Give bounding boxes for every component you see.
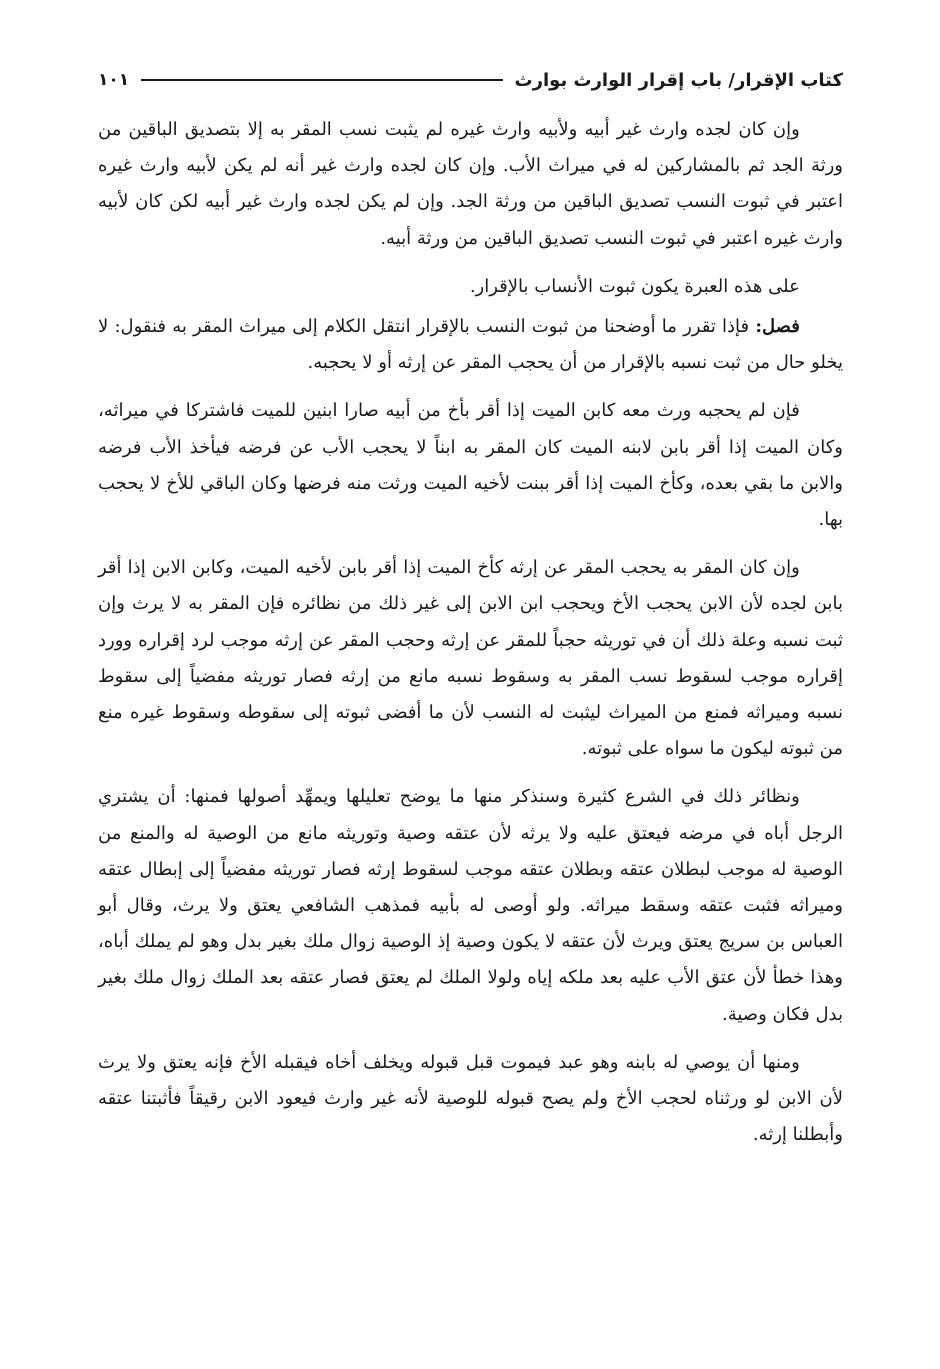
paragraph: ومنها أن يوصي له بابنه وهو عبد فيموت قبل قبوله ويخلف أخاه فيقبله الأخ فإنه يعتق ولا يرث لأن الابن لو ورثناه لحجب الأخ ولم يصح قبوله للوصية لأنه غير وارث فيعود الابن رقيقاً فأثبتنا عتقه وأبطلنا إرثه. <box>98 1051 843 1146</box>
paragraph <box>98 309 843 381</box>
header-rule <box>141 79 502 81</box>
section-lead: فصل: <box>755 316 800 338</box>
paragraph: وإن كان لجده وارث غير أبيه ولأبيه وارث غيره لم يثبت نسب المقر به إلا بتصديق الباقين من ورثة الجد ثم بالمشاركين له في ميراث الأب. وإن كان لجده وارث غير أنه لم يكن لأبيه وارث غيره اعتبر في ثبوت النسب تصديق الباقين من ورثة الجد. وإن لم يكن لجده وارث غير أبيه لكن كان لأبيه وارث غيره اعتبر في ثبوت النسب تصديق الباقين من ورثة أبيه. <box>98 119 844 249</box>
running-header <box>98 60 843 100</box>
body-text <box>98 112 843 1153</box>
paragraph: وإن كان المقر به يحجب المقر عن إرثه كأخ الميت إذا أقر بابن لأخيه الميت، وكابن الابن إذا أقر بابن لجده لأن الابن يحجب الأخ ويحجب ابن الابن إلى غير ذلك من نظائره فإن المقر به لا يرث وإن ثبت نسبه وعلة ذلك أن في توريثه حجباً للمقر عن إرثه وحجب المقر عن إرثه موجب لرد إقراره وورد إقراره موجب لسقوط نسب المقر به وسقوط نسبه مانع من إرثه فصار توريثه مفضياً إلى سقوط نسبه وميراثه فمنع من الميراث ليثبت له النسب لأن ما أفضى ثبوته إلى سقوطه وسقوط غيره منع من ثبوته ليكون ما سواه على ثبوته. <box>98 557 843 760</box>
paragraph-text: فإذا تقرر ما أوضحنا من ثبوت النسب بالإقرار انتقل الكلام إلى ميراث المقر به فنقول: لا يخلو حال من ثبت نسبه بالإقرار من أن يحجب المقر عن إرثه أو لا يحجبه. <box>98 316 843 374</box>
paragraph: فإن لم يحجبه ورث معه كابن الميت إذا أقر بأخ من أبيه صارا ابنين للميت فاشتركا في ميراثه، وكان الميت إذا أقر بابن لابنه الميت كان المقر به ابناً لا يحجب الأب عن فرضه فيأخذ الأب فرضه والابن ما بقي بعده، وكأخ الميت إذا أقر ببنت لأخيه الميت ورثت منه فرضها وكان الباقي للأخ لا يحجب بها. <box>98 400 843 531</box>
book-page <box>98 60 843 1165</box>
paragraph: على هذه العبرة يكون ثبوت الأنساب بالإقرار. <box>469 275 800 297</box>
paragraph: ونظائر ذلك في الشرع كثيرة وسنذكر منها ما يوضح تعليلها ويمهِّد أصولها فمنها: أن يشتري الرجل أباه في مرضه فيعتق عليه ولا يرثه لأن عتقه وصية وتوريثه مانع من الوصية له والمنع من الوصية له موجب لبطلان عتقه وبطلان عتقه موجب لسقوط إرثه فصار توريثه مفضياً إلى إبطال عتقه وميراثه فثبت عتقه وسقط ميراثه. ولو أوصى له بأبيه فمذهب الشافعي يعتق ولا يرث، وقال أبو العباس بن سريج يعتق ويرث لأن عتقه لا يكون وصية إذ الوصية زوال ملك بغير بدل وهو لم يملك أباه، وهذا خطأ لأن عتق الأب عليه بعد ملكه إياه ولولا الملك لم يعتق فصار عتقه بعد الملك زوال ملك بغير بدل فكان وصية. <box>98 786 844 1025</box>
page-number: ١٠١ <box>98 70 130 90</box>
running-title: كتاب الإقرار/ باب إقرار الوارث بوارث <box>514 69 843 91</box>
